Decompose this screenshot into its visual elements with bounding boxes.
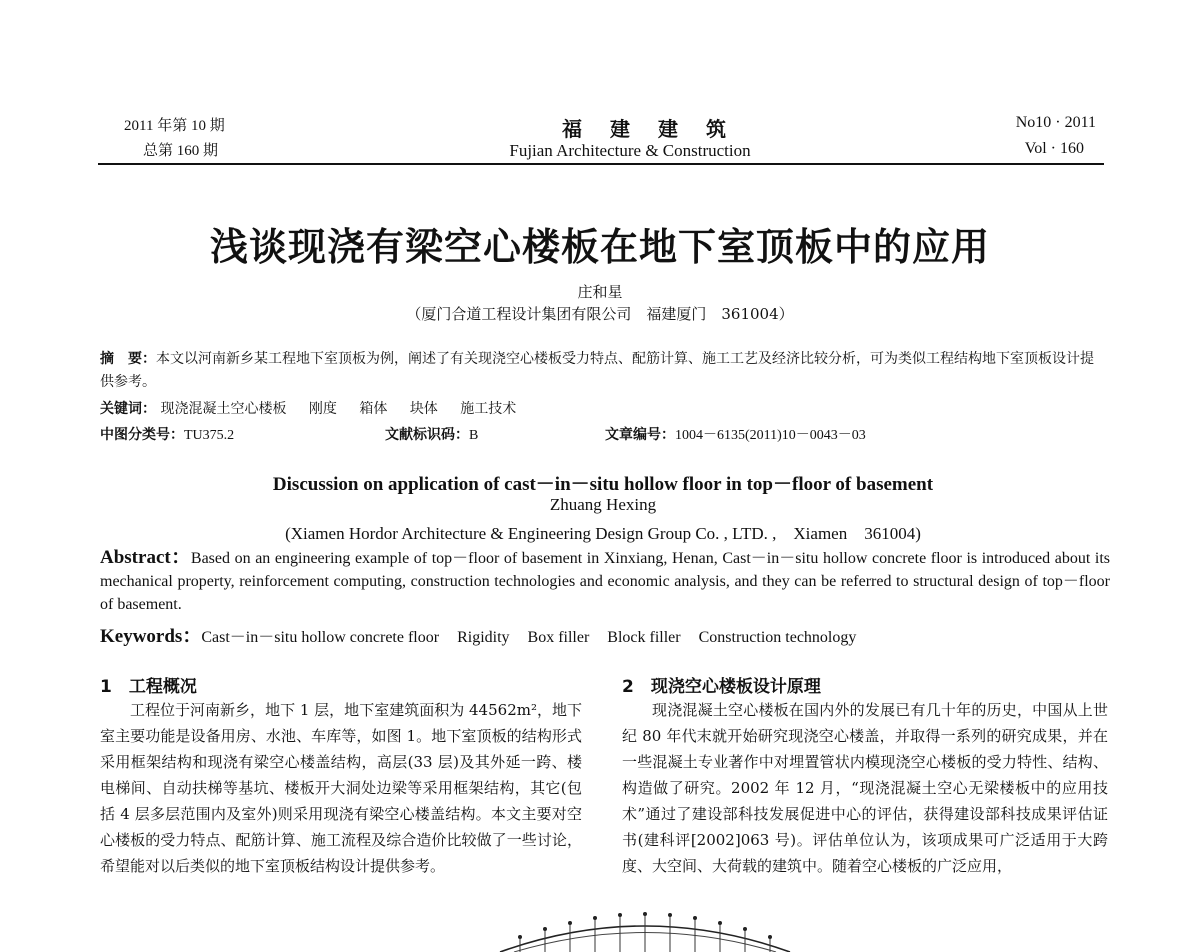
abstract-cn <box>100 348 1106 394</box>
clc-number: 中图分类号：TU375.2 <box>100 427 235 443</box>
issue-line: 2011 年第 10 期 <box>124 118 225 134</box>
paper-title: 浅谈现浇有梁空心楼板在地下室顶板中的应用 <box>209 225 990 269</box>
journal-name-cn: 福建建筑 <box>562 117 754 141</box>
english-title: Discussion on application of cast－in－situ hollow floor in top－floor of basement <box>272 474 934 495</box>
author-affiliation: （厦门合道工程设计集团有限公司 福建厦门 361004） <box>406 305 794 323</box>
keyword-en: Box filler <box>527 629 590 646</box>
keyword-cn: 刚度 <box>308 401 337 417</box>
keyword-cn: 块体 <box>409 401 438 417</box>
abstract-cn-label: 摘 要： <box>100 351 156 367</box>
figure-1-partial <box>490 905 800 952</box>
total-issue-line: 总第 160 期 <box>143 143 219 159</box>
section-1-body <box>100 697 582 879</box>
section-2-paragraph: 现浇混凝土空心楼板在国内外的发展已有几十年的历史，中国从上世纪 80 年代末就开始研究现浇空心楼盖，并取得一系列的研究成果，并在一些混凝土专业著作中对埋置管状内模现浇空心楼板的受力特性、结构、构造做了研究。2002 年 12 月，“现浇混凝土空心无梁楼板中的应用技术”通过了建设部科技发展促进中心的评估，获得建设部科技成果评估证书(建科评[2002]063 号)。评估单位认为，该项成果可广泛适用于大跨度、大空间、大荷载的建筑中。随着空心楼板的广泛应用， <box>622 701 1108 875</box>
number-line: No10 · 2011 <box>1015 114 1096 131</box>
section-1-paragraph: 工程位于河南新乡，地下 1 层，地下室建筑面积为 44562m²，地下室主要功能是设备用房、水池、车库等，如图 1。地下室顶板的结构形式采用框架结构和现浇有梁空心楼盖结构，高层(33 层)及其外延一跨、楼电梯间、自动扶梯等基坑、楼板开大洞处边梁等采用框架结构，其它(包括 4 层多层范围内及室外)则采用现浇有梁空心楼盖结构。本文主要对空心楼板的受力特点、配筋计算、施工流程及综合造价比较做了一些讨论，希望能对以后类似的地下室顶板结构设计提供参考。 <box>100 701 582 875</box>
keywords-cn-label: 关键词： <box>100 401 156 417</box>
keyword-en: Block filler <box>607 629 681 646</box>
keyword-en: Construction technology <box>698 629 857 646</box>
abstract-en <box>100 546 1110 616</box>
english-affiliation: (Xiamen Hordor Architecture & Engineering Design Group Co. , LTD. , Xiamen 361004) <box>285 524 921 543</box>
keyword-cn: 现浇混凝土空心楼板 <box>160 401 287 417</box>
section-2-body <box>622 697 1108 879</box>
keywords-en <box>100 621 870 648</box>
header-divider <box>98 163 1104 165</box>
section-2-heading: 2 现浇空心楼板设计原理 <box>622 677 821 697</box>
author-name: 庄和星 <box>577 283 623 301</box>
keyword-cn: 箱体 <box>359 401 388 417</box>
abstract-en-text: Based on an engineering example of top－floor of basement in Xinxiang, Henan, Cast－in－situ hollow concrete floor is introduced about its mechanical property, reinforcement computing, construction technologies and economic analysis, and they can be referred to structural design of top－floor of basement. <box>100 550 1111 613</box>
keyword-en: Rigidity <box>457 629 510 646</box>
article-number: 文章编号：1004－6135(2011)10－0043－03 <box>605 427 866 443</box>
keyword-cn: 施工技术 <box>460 401 517 417</box>
keywords-en-label: Keywords： <box>100 626 202 647</box>
english-author: Zhuang Hexing <box>549 495 657 514</box>
section-1-heading: 1 工程概况 <box>100 677 197 697</box>
keywords-cn <box>100 398 534 418</box>
volume-line: Vol · 160 <box>1024 140 1084 157</box>
document-code: 文献标识码：B <box>385 427 479 443</box>
journal-name-en: Fujian Architecture & Construction <box>509 141 751 160</box>
abstract-en-label: Abstract： <box>100 547 191 568</box>
abstract-cn-text: 本文以河南新乡某工程地下室顶板为例，阐述了有关现浇空心楼板受力特点、配筋计算、施工工艺及经济比较分析，可为类似工程结构地下室顶板设计提供参考。 <box>100 351 1094 390</box>
keyword-en: Cast－in－situ hollow concrete floor <box>201 629 440 646</box>
